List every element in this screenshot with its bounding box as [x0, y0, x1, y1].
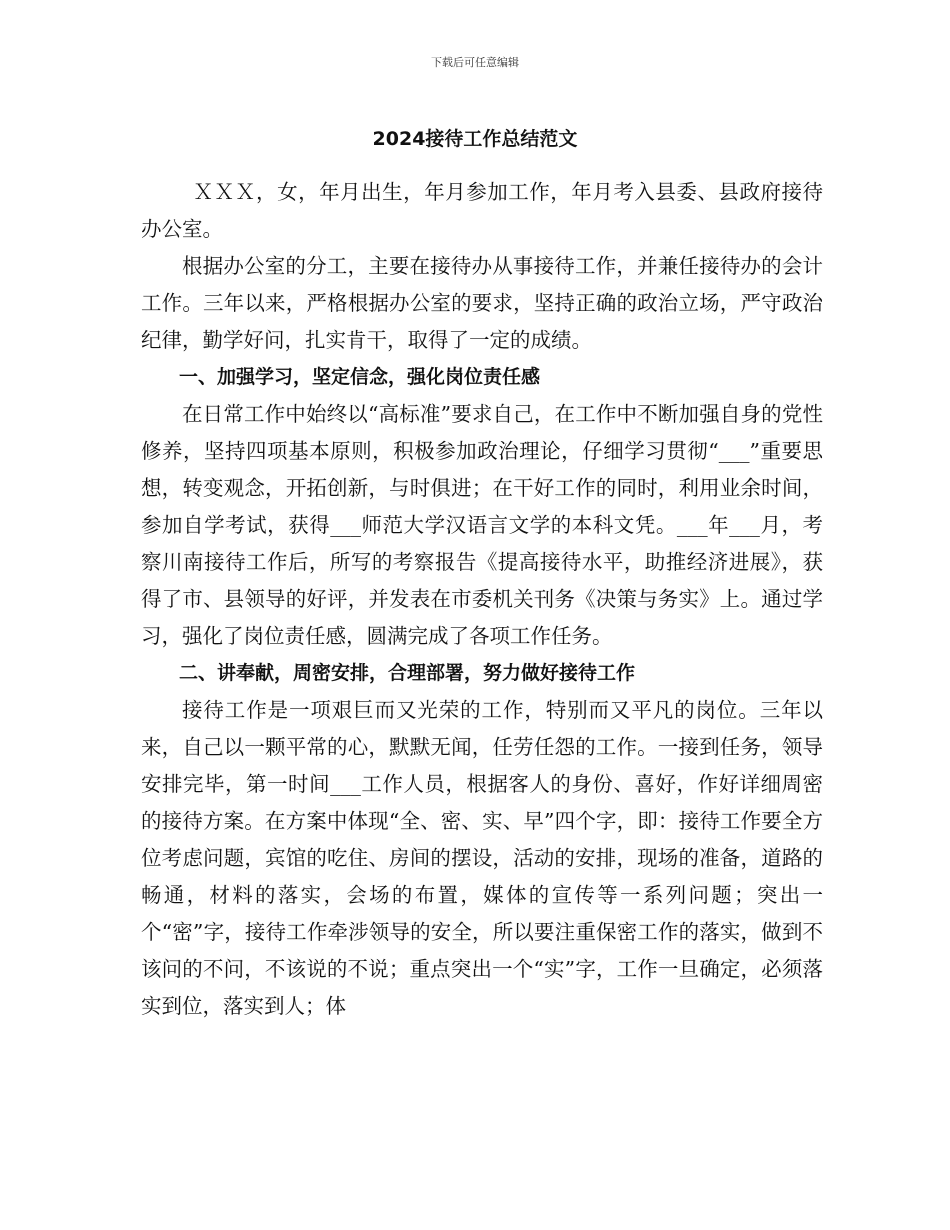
page-header-note: 下载后可任意编辑: [431, 56, 519, 69]
document-body: [141, 174, 823, 1025]
section-heading-2: 二、讲奉献，周密安排，合理部署，努力做好接待工作: [179, 662, 636, 684]
paragraph-division-of-work: 根据办公室的分工，主要在接待办从事接待工作，并兼任接待办的会计工作。三年以来，严格根据办公室的要求，坚持正确的政治立场，严守政治纪律，勤学好问，扎实肯干，取得了一定的成绩。: [141, 254, 823, 352]
paragraph-study: 在日常工作中始终以“高标准”要求自己，在工作中不断加强自身的党性修养，坚持四项基本原则，积极参加政治理论，仔细学习贯彻“___”重要思想，转变观念，开拓创新，与时俱进；在干好工作的同时，利用业余时间，参加自学考试，获得___师范大学汉语言文学的本科文凭。___年___月，考察川南接待工作后，所写的考察报告《提高接待水平，助推经济进展》，获得了市、县领导的好评，并发表在市委机关刊务《决策与务实》上。通过学习，强化了岗位责任感，圆满完成了各项工作任务。: [141, 402, 823, 648]
paragraph-reception-work: 接待工作是一项艰巨而又光荣的工作，特别而又平凡的岗位。三年以来，自己以一颗平常的心，默默无闻，任劳任怨的工作。一接到任务，领导安排完毕，第一时间___工作人员，根据客人的身份、喜好，作好详细周密的接待方案。在方案中体现“全、密、实、早”四个字，即：接待工作要全方位考虑问题，宾馆的吃住、房间的摆设，活动的安排，现场的准备，道路的畅通，材料的落实，会场的布置，媒体的宣传等一系列问题；突出一个“密”字，接待工作牵涉领导的安全，所以要注重保密工作的落实，做到不该问的不问，不该说的不说；重点突出一个“实”字，工作一旦确定，必须落实到位，落实到人；体: [141, 698, 823, 1018]
document-title: 2024接待工作总结范文: [372, 128, 578, 150]
intro-paragraph: ＸＸＸ，女，年月出生，年月参加工作，年月考入县委、县政府接待办公室。: [141, 180, 823, 241]
section-heading-1: 一、加强学习，坚定信念，强化岗位责任感: [179, 366, 541, 388]
